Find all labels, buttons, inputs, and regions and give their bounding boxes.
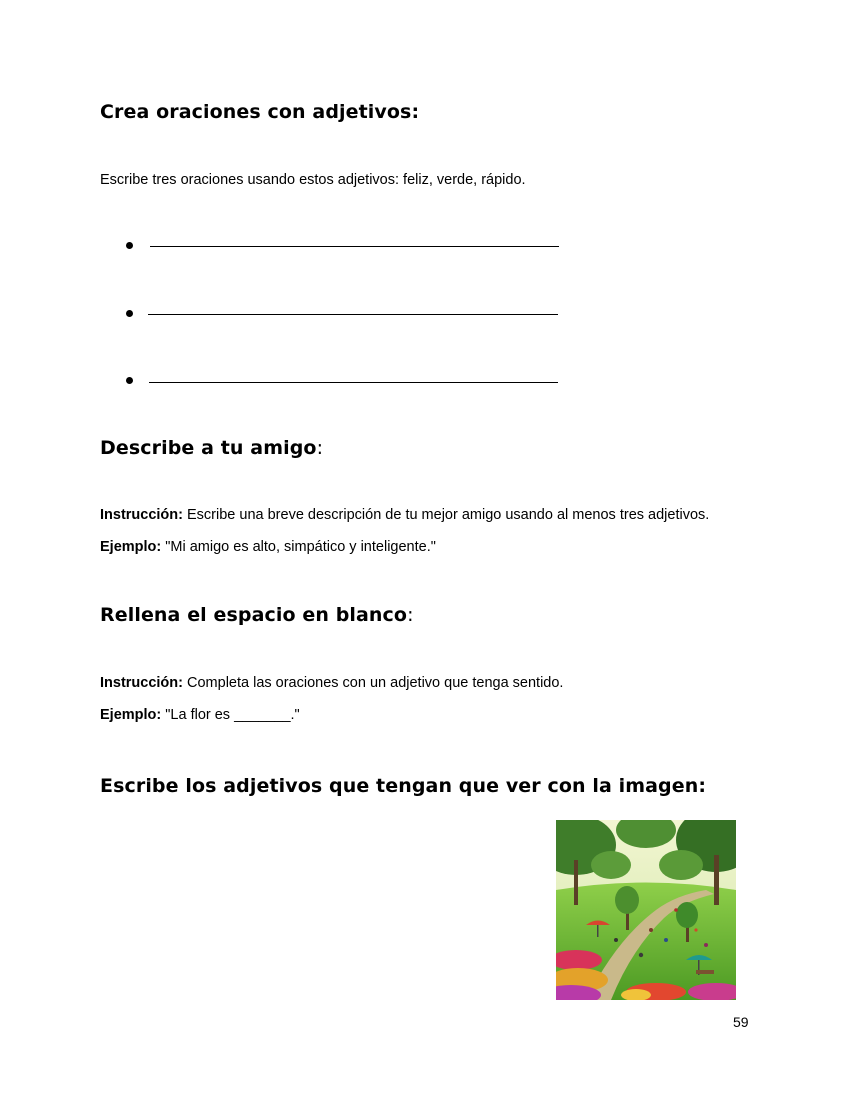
answer-line-1[interactable]: [150, 246, 559, 247]
section-title-describe-amigo: Describe a tu amigo:: [100, 437, 324, 459]
example-label: Ejemplo:: [100, 707, 162, 723]
section-title-escribe-adjetivos: Escribe los adjetivos que tengan que ver con la imagen:: [100, 775, 707, 797]
bullet-point: [126, 310, 133, 317]
example-line: [100, 539, 436, 555]
answer-line-3[interactable]: [149, 382, 558, 383]
section-instruction-text: Escribe tres oraciones usando estos adjetivos: feliz, verde, rápido.: [100, 172, 526, 188]
instruction-label: Instrucción:: [100, 675, 183, 691]
bullet-point: [126, 377, 133, 384]
bullet-point: [126, 242, 133, 249]
example-label: Ejemplo:: [100, 539, 162, 555]
section-title-crea-oraciones: Crea oraciones con adjetivos:: [100, 101, 420, 123]
example-line: [100, 707, 300, 723]
page-number: 59: [733, 1014, 749, 1030]
section-title-rellena-espacio: Rellena el espacio en blanco:: [100, 604, 414, 626]
example-text: "Mi amigo es alto, simpático y inteligente.": [161, 539, 436, 555]
instruction-text: Completa las oraciones con un adjetivo que tenga sentido.: [182, 675, 564, 691]
instruction-line: [100, 507, 709, 523]
example-text: "La flor es _______.": [161, 707, 300, 723]
answer-line-2[interactable]: [148, 314, 558, 315]
instruction-line: [100, 675, 563, 691]
instruction-text: Escribe una breve descripción de tu mejor amigo usando al menos tres adjetivos.: [182, 507, 710, 523]
instruction-label: Instrucción:: [100, 507, 183, 523]
park-illustration: [556, 820, 736, 1000]
